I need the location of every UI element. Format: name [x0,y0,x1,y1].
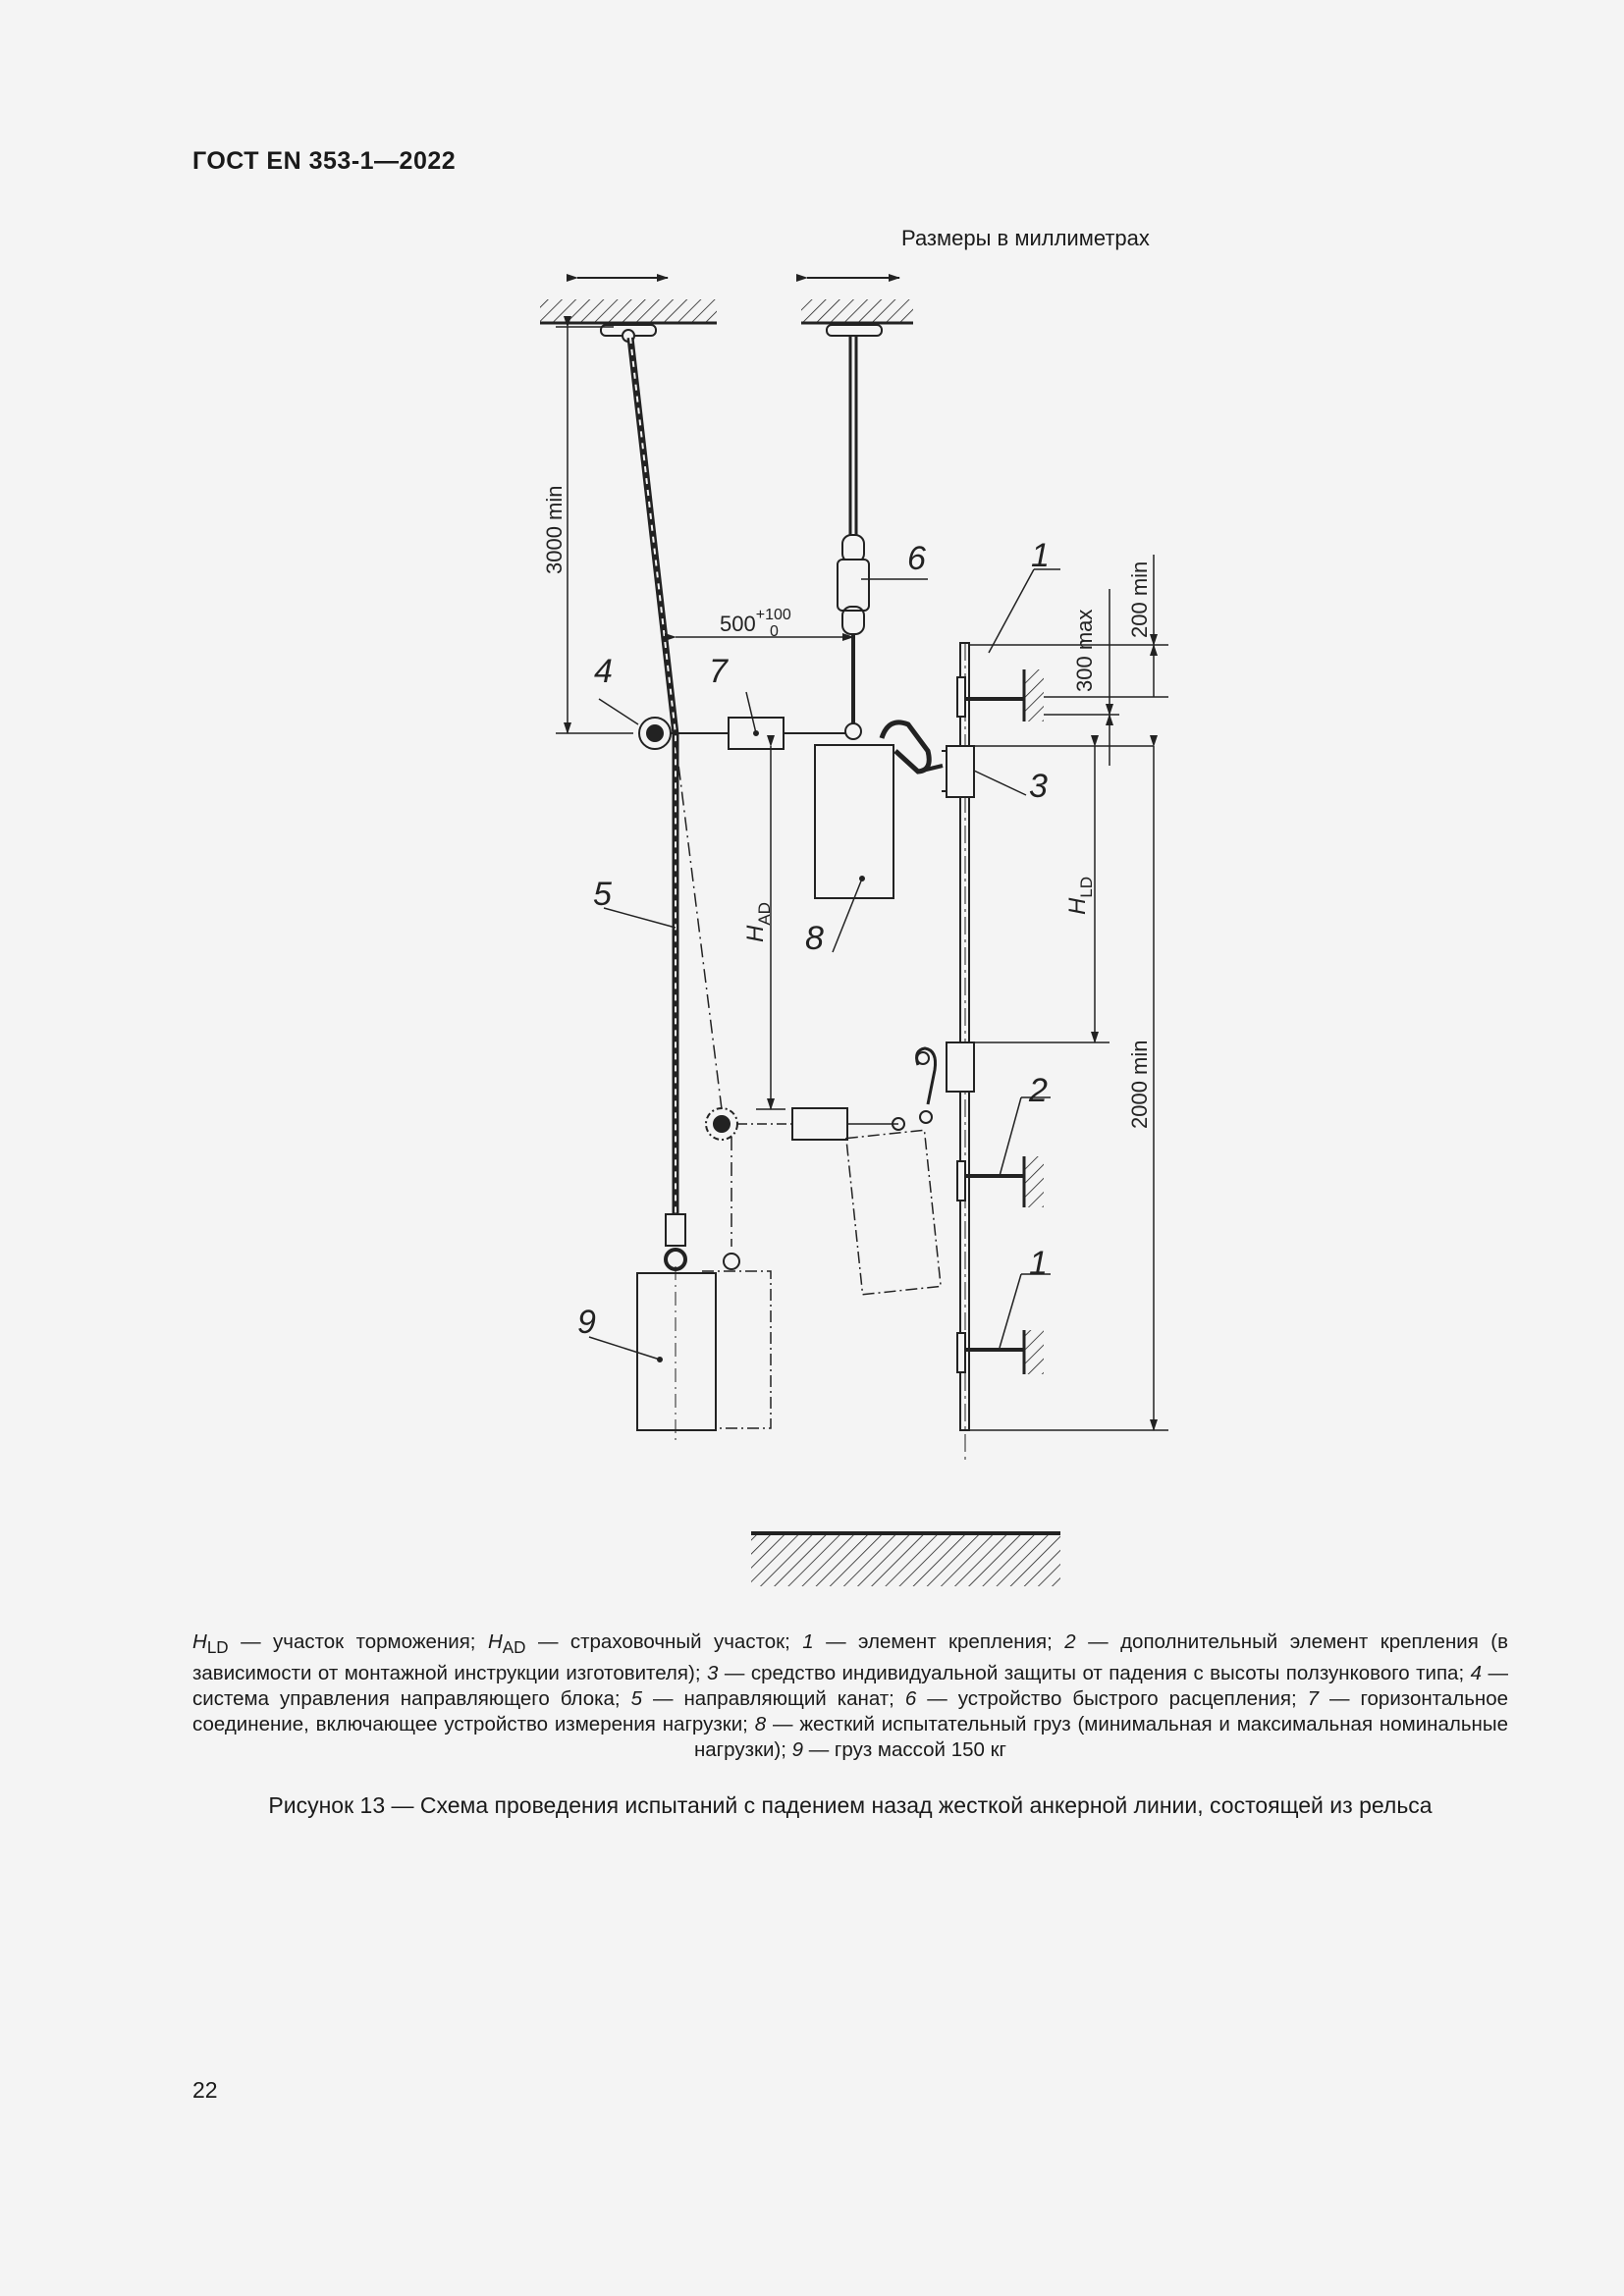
callout-5: 5 [593,876,612,913]
ground [751,1533,1060,1586]
document-header: ГОСТ EN 353-1—2022 [192,147,457,175]
legend-fragment: H [487,1630,503,1653]
figure-legend [192,1629,1508,1763]
legend-fragment: — жесткий испытательный груз (минимальная и максимальная номинальные нагрузки); [693,1713,1508,1762]
callout-7: 7 [709,653,728,690]
ceiling-anchor-left [540,299,717,342]
legend-fragment: 1 [802,1630,814,1653]
callout-9: 9 [577,1304,596,1341]
guide-block-control [639,718,671,749]
dim-300-max: 300 max [1072,609,1097,692]
rigid-test-load [815,745,893,898]
callout-2: 2 [1029,1072,1048,1109]
legend-fragment: — участок торможения; [228,1630,488,1653]
slider-device-upper [947,746,974,797]
legend-fragment: AD [502,1638,526,1658]
legend-fragment: H [192,1630,207,1653]
legend-fragment: — устройство быстрого расцепления; [916,1687,1308,1711]
legend-fragment: 2 [1064,1630,1076,1653]
legend-fragment: — дополнительный элемент крепления (в зависимости от монтажной инструкции изготовителя); [192,1630,1508,1685]
callout-3: 3 [1029,768,1048,805]
callout-4: 4 [594,653,613,690]
legend-fragment: 4 [1470,1662,1483,1685]
legend-fragment: — направляющий канат; [642,1687,905,1711]
callout-6: 6 [907,540,926,577]
dim-500-lower: 0 [770,623,779,640]
quick-release-device [838,535,869,723]
guide-rope [630,338,676,1222]
dim-3000-min: 3000 min [542,485,567,574]
legend-fragment: — горизонтальное соединение, включающее устройство измерения нагрузки; [192,1687,1509,1736]
ceiling-anchor-right [801,299,913,336]
legend-fragment: — система управления направляющего блока; [192,1662,1508,1711]
units-note: Размеры в миллиметрах [901,226,1150,250]
callout-1-bottom: 1 [1029,1245,1048,1282]
weight-150kg [637,1214,716,1443]
figure-caption: Рисунок 13 — Схема проведения испытаний с падением назад жесткой анкерной линии, состоящей из рельса [268,1792,1433,1818]
dim-500: $500^{+100}$ [720,607,791,636]
legend-fragment: — элемент крепления; [813,1630,1065,1653]
legend-fragment: — страховочный участок; [525,1630,803,1653]
legend-fragment: 7 [1307,1687,1320,1711]
legend-fragment: 8 [754,1713,767,1736]
dim-200-min: 200 min [1127,561,1152,638]
leader-lines [589,569,1060,1360]
dim-h-ad: $H_{AD}$ [742,902,774,942]
legend-fragment: — средство индивидуальной защиты от падения с высоты ползункового типа; [718,1662,1471,1685]
callout-8: 8 [805,920,824,957]
legend-fragment: — груз массой 150 кг [803,1738,1007,1762]
anchorage-element-bottom [957,1330,1044,1374]
legend-fragment: 3 [707,1662,719,1685]
callout-1-top: 1 [1031,537,1050,574]
legend-fragment: 6 [904,1687,917,1711]
legend-fragment: 9 [791,1738,804,1762]
dim-h-ld: $H_{LD}$ [1064,876,1096,915]
legend-fragment: 5 [630,1687,643,1711]
legend-fragment: LD [206,1638,229,1658]
anchorage-element-additional [957,1156,1044,1207]
anchorage-element-top [957,669,1044,721]
dim-2000-min: 2000 min [1127,1040,1152,1129]
page-number: 22 [192,2077,218,2103]
